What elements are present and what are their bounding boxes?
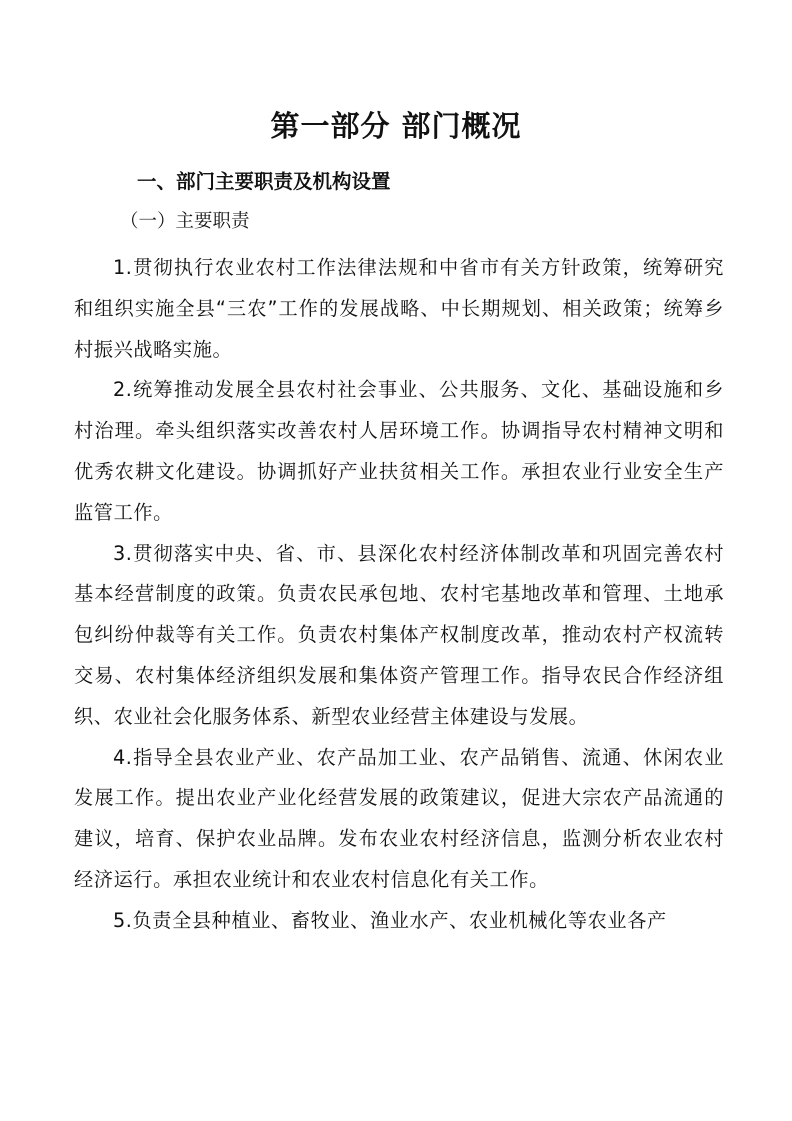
subsection-heading: （一）主要职责 <box>120 211 250 232</box>
paragraph-2: 2.统筹推动发展全县农村社会事业、公共服务、文化、基础设施和乡村治理。牵头组织落实改善农村人居环境工作。协调指导农村精神文明和优秀农耕文化建设。协调抓好产业扶贫相关工作。承担农业行业安全生产监管工作。 <box>74 378 724 524</box>
paragraph-5: 5.负责全县种植业、畜牧业、渔业水产、农业机械化等农业各产 <box>113 908 667 932</box>
paragraph-4: 4.指导全县农业产业、农产品加工业、农产品销售、流通、休闲农业发展工作。提出农业产业化经营发展的政策建议，促进大宗农产品流通的建议，培育、保护农业品牌。发布农业农村经济信息，监测分析农业农村经济运行。承担农业统计和农业农村信息化有关工作。 <box>74 745 724 891</box>
paragraph-3: 3.贯彻落实中央、省、市、县深化农村经济体制改革和巩固完善农村基本经营制度的政策。负责农民承包地、农村宅基地改革和管理、土地承包纠纷仲裁等有关工作。负责农村集体产权制度改革，推动农村产权流转交易、农村集体经济组织发展和集体资产管理工作。指导农民合作经济组织、农业社会化服务体系、新型农业经营主体建设与发展。 <box>74 541 724 728</box>
page-title: 第一部分 部门概况 <box>270 109 522 143</box>
paragraph-1: 1.贯彻执行农业农村工作法律法规和中省市有关方针政策，统筹研究和组织实施全县“三农”工作的发展战略、中长期规划、相关政策；统筹乡村振兴战略实施。 <box>74 256 724 361</box>
section-heading: 一、部门主要职责及机构设置 <box>137 170 391 193</box>
body-text <box>74 248 724 942</box>
